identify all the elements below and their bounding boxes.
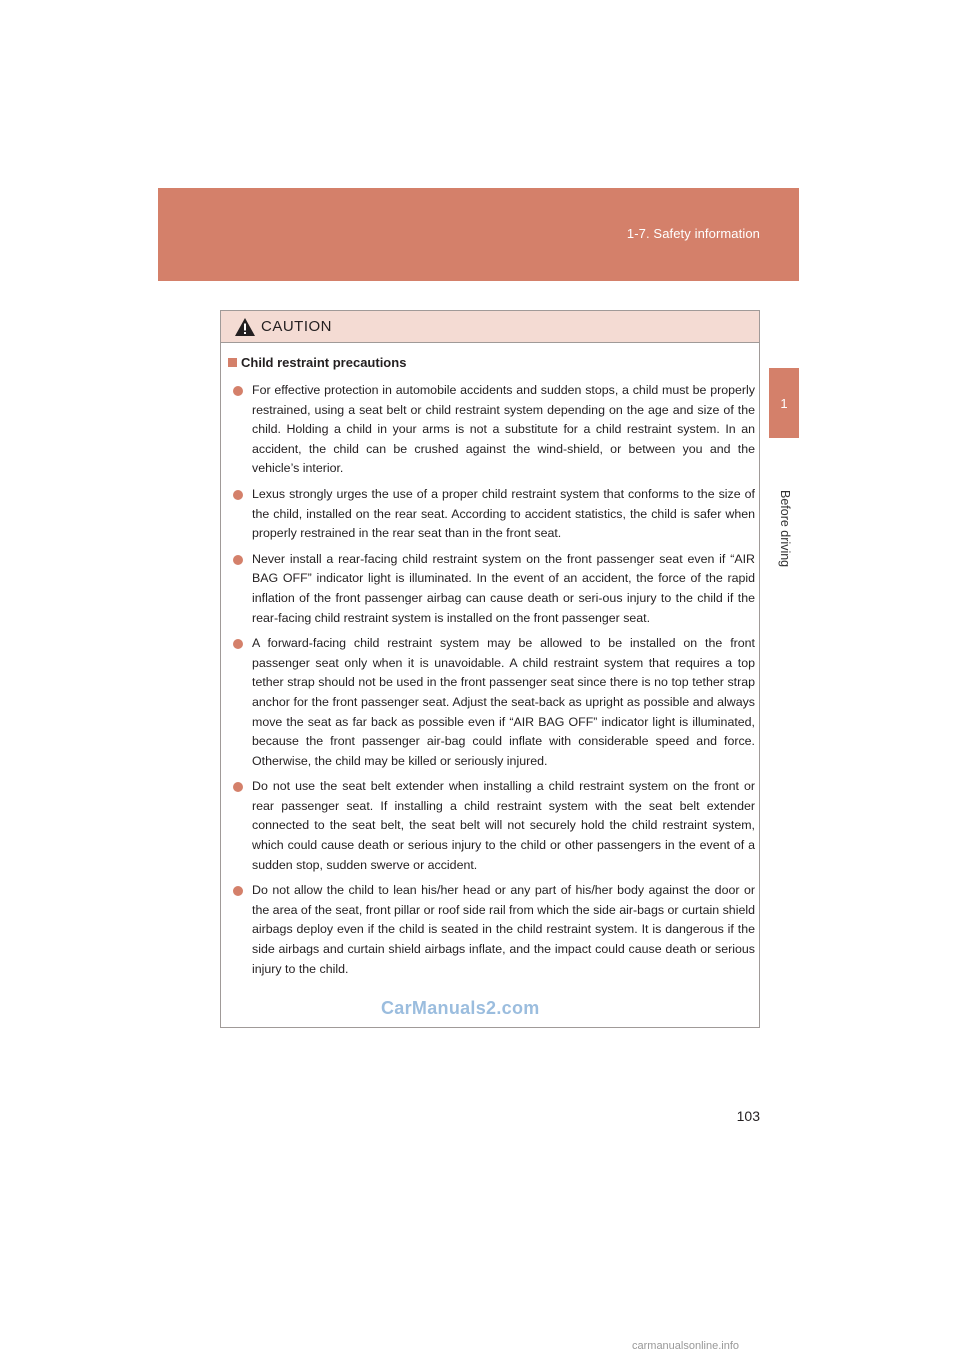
- bullet-dot-icon: [233, 490, 243, 500]
- list-item: [233, 485, 755, 544]
- warning-triangle-icon: [234, 317, 256, 337]
- section-heading: [228, 355, 406, 370]
- bullet-list: [233, 381, 755, 985]
- bullet-dot-icon: [233, 639, 243, 649]
- watermark-link[interactable]: CarManuals2.com: [381, 998, 540, 1018]
- square-bullet-icon: [228, 358, 237, 367]
- bullet-dot-icon: [233, 555, 243, 565]
- caution-header: [221, 311, 759, 343]
- bullet-text: Never install a rear-facing child restraint system on the front passenger seat even if “AIR BAG OFF” indicator light is illuminated. In the event of an accident, the force of the rapid inflation of the front passenger airbag can cause death or seri-ous injury to the child if the rear-facing child restraint system is installed on the front passenger seat.: [252, 551, 755, 625]
- bullet-dot-icon: [233, 386, 243, 396]
- bullet-text: Do not allow the child to lean his/her head or any part of his/her body against the door or the area of the seat, front pillar or roof side rail from which the side air-bags or curtain shield airbags deploy even if the child is seated in the child restraint system. It is dangerous if the side airbags and curtain shield airbags inflate, and the impact could cause death or serious injury to the child.: [252, 883, 755, 976]
- chapter-number: 1: [780, 395, 788, 411]
- section-header-band: [158, 188, 799, 281]
- caution-box: [220, 310, 760, 1028]
- bullet-dot-icon: [233, 782, 243, 792]
- chapter-label: Before driving: [778, 490, 792, 568]
- bullet-dot-icon: [233, 886, 243, 896]
- section-heading-text: Child restraint precautions: [241, 355, 407, 370]
- chapter-tab: [769, 368, 799, 438]
- list-item: [233, 550, 755, 628]
- bullet-text: Lexus strongly urges the use of a proper child restraint system that conforms to the size of the child, installed on the rear seat. According to accident statistics, the child is safer when properly restrained in the rear seat than in the front seat.: [252, 486, 755, 541]
- bullet-text: Do not use the seat belt extender when installing a child restraint system on the front or rear passenger seat. If installing a child restraint system with the seat belt extender connected to the seat belt, the seat belt will not securely hold the child restraint system, which could cause death or serious injury to the child or other passengers in the event of a sudden stop, sudden swerve or accident.: [252, 779, 755, 872]
- caution-title: CAUTION: [261, 318, 332, 335]
- list-item: [233, 381, 755, 479]
- section-title: 1-7. Safety information: [626, 226, 760, 241]
- list-item: [233, 777, 755, 875]
- bullet-text: For effective protection in automobile accidents and sudden stops, a child must be properly restrained, using a seat belt or child restraint system depending on the age and size of the child. Holding a child in your arms is not a substitute for a child restraint system. In an accident, the child can be crushed against the wind-shield, or between you and the vehicle’s interior.: [252, 383, 755, 476]
- list-item: [233, 881, 755, 979]
- bullet-text: A forward-facing child restraint system may be allowed to be installed on the front passenger seat only when it is unavoidable. A child restraint system that requires a top tether strap should not be used in the front passenger seat since there is no top tether strap anchor for the front passenger seat. Adjust the seat-back as upright as possible and always move the seat as far back as possible even if “AIR BAG OFF” indicator light is illuminated, because the front passenger air-bag could inflate with considerable speed and force. Otherwise, the child may be killed or seriously injured.: [252, 636, 755, 768]
- page-number: 103: [736, 1108, 760, 1124]
- footer-site-link[interactable]: carmanualsonline.info: [632, 1340, 740, 1352]
- list-item: [233, 634, 755, 771]
